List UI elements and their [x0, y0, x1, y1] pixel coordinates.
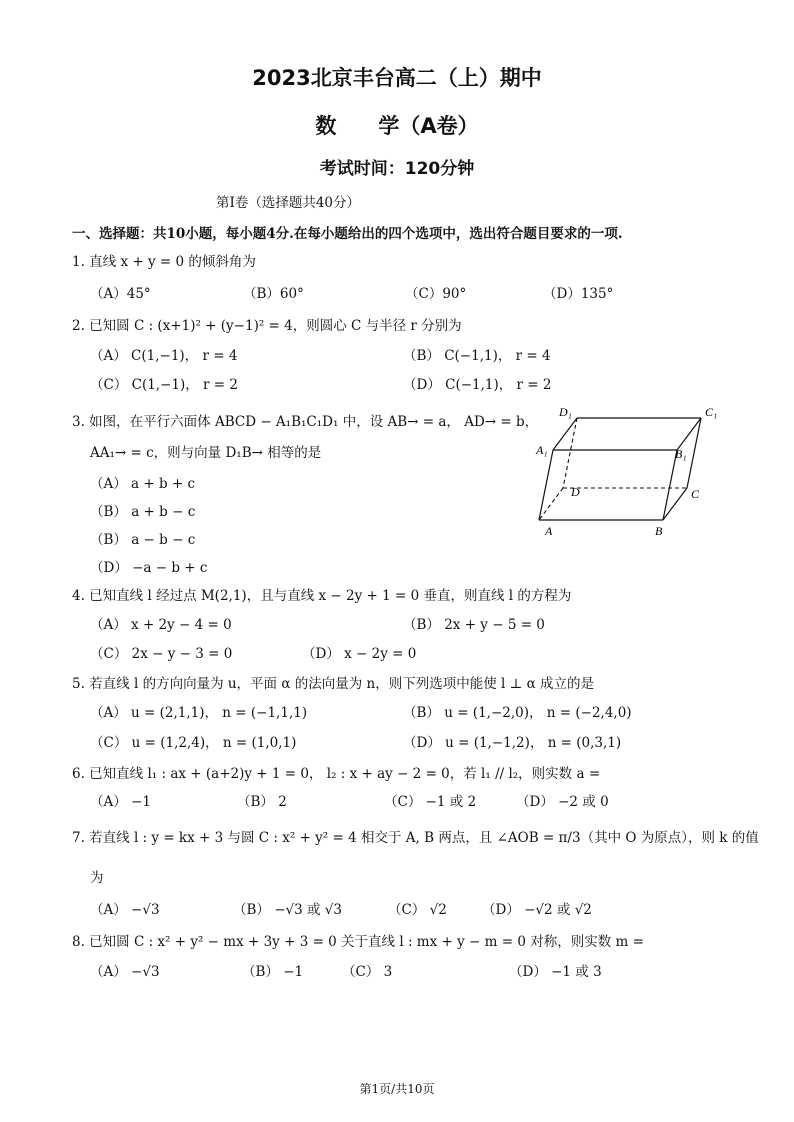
edge-d1d-hidden — [563, 418, 577, 488]
q6-option-b: （B） 2 — [237, 794, 287, 810]
q3-option-c: （B） a − b − c — [90, 532, 196, 548]
q8-option-a: （A） −√3 — [90, 964, 160, 980]
q7-option-a: （A） −√3 — [90, 902, 160, 918]
label-a1: A₁ — [536, 443, 548, 457]
q4-option-d: （D） x − 2y = 0 — [302, 646, 417, 662]
q5-option-d: （D） u = (1,−1,2)， n = (0,3,1) — [403, 735, 622, 751]
question-7-stem-cont: 为 — [90, 870, 104, 886]
question-8-stem: 8. 已知圆 C : x² + y² − mx + 3y + 3 = 0 关于直线 l : mx + y − m = 0 对称，则实数 m = — [72, 934, 644, 950]
q2-option-c: （C） C(1,−1)， r = 2 — [90, 377, 238, 393]
question-5-stem: 5. 若直线 l 的方向向量为 u，平面 α 的法向量为 n，则下列选项中能使 l ⊥ α 成立的是 — [72, 676, 595, 692]
q3-option-b: （B） a + b − c — [90, 504, 196, 520]
q1-option-d: （D）135° — [543, 286, 614, 302]
label-a: A — [545, 524, 553, 538]
q6-option-c: （C） −1 或 2 — [384, 794, 477, 810]
question-4-stem: 4. 已知直线 l 经过点 M(2,1)，且与直线 x − 2y + 1 = 0 垂直，则直线 l 的方程为 — [72, 588, 572, 604]
q8-option-b: （B） −1 — [242, 964, 304, 980]
parallelepiped-figure — [535, 402, 725, 542]
q7-option-c: （C） √2 — [388, 902, 447, 918]
exam-time: 考试时间：120分钟 — [319, 159, 475, 179]
q2-option-a: （A） C(1,−1)， r = 4 — [90, 348, 238, 364]
edge-c1c — [687, 418, 701, 488]
q1-option-a: （A）45° — [90, 286, 151, 302]
label-b: B — [655, 524, 663, 538]
q5-option-a: （A） u = (2,1,1)， n = (−1,1,1) — [90, 705, 308, 721]
q5-option-b: （B） u = (1,−2,0)， n = (−2,4,0) — [403, 705, 632, 721]
q4-option-a: （A） x + 2y − 4 = 0 — [90, 617, 232, 633]
page-title: 2023北京丰台高二（上）期中 — [252, 66, 542, 90]
page-number: 第1页/共10页 — [359, 1082, 435, 1096]
subject-title: 数 学（A卷） — [315, 114, 479, 138]
part-one-instructions: 一、选择题：共10小题，每小题4分.在每小题给出的四个选项中，选出符合题目要求的一项. — [72, 226, 623, 242]
q7-option-d: （D） −√2 或 √2 — [482, 902, 592, 918]
q3-option-d: （D） −a − b + c — [90, 560, 208, 576]
question-1-stem: 1. 直线 x + y = 0 的倾斜角为 — [72, 254, 256, 270]
q5-option-c: （C） u = (1,2,4)， n = (1,0,1) — [90, 735, 297, 751]
q8-option-c: （C） 3 — [342, 964, 393, 980]
q8-option-d: （D） −1 或 3 — [509, 964, 602, 980]
q4-option-b: （B） 2x + y − 5 = 0 — [403, 617, 545, 633]
q1-option-b: （B）60° — [243, 286, 304, 302]
q2-option-b: （B） C(−1,1)， r = 4 — [403, 348, 551, 364]
question-7-stem: 7. 若直线 l : y = kx + 3 与圆 C : x² + y² = 4 相交于 A, B 两点，且 ∠AOB = π/3（其中 O 为原点），则 k 的值 — [72, 830, 759, 846]
q3-option-a: （A） a + b + c — [90, 476, 196, 492]
question-3-stem: 3. 如图，在平行六面体 ABCD − A₁B₁C₁D₁ 中，设 AB→ = a， AD→ = b， — [72, 414, 539, 430]
label-d1: D₁ — [559, 405, 572, 419]
q6-option-d: （D） −2 或 0 — [516, 794, 609, 810]
q6-option-a: （A） −1 — [90, 794, 151, 810]
label-c1: C₁ — [705, 405, 718, 419]
q2-option-d: （D） C(−1,1)， r = 2 — [403, 377, 552, 393]
q1-option-c: （C）90° — [405, 286, 467, 302]
label-b1: B₁ — [675, 447, 687, 461]
label-d: D — [571, 485, 580, 499]
section-label: 第Ⅰ卷（选择题共40分） — [216, 195, 361, 211]
q4-option-c: （C） 2x − y − 3 = 0 — [90, 646, 233, 662]
edge-a1a — [539, 450, 553, 520]
label-c: C — [691, 487, 700, 501]
q7-option-b: （B） −√3 或 √3 — [233, 902, 342, 918]
question-2-stem: 2. 已知圆 C : (x+1)² + (y−1)² = 4，则圆心 C 与半径 r 分别为 — [72, 318, 462, 334]
question-3-stem-cont: AA₁→ = c，则与向量 D₁B→ 相等的是 — [90, 445, 322, 461]
question-6-stem: 6. 已知直线 l₁ : ax + (a+2)y + 1 = 0， l₂ : x + ay − 2 = 0，若 l₁ // l₂，则实数 a = — [72, 766, 601, 782]
